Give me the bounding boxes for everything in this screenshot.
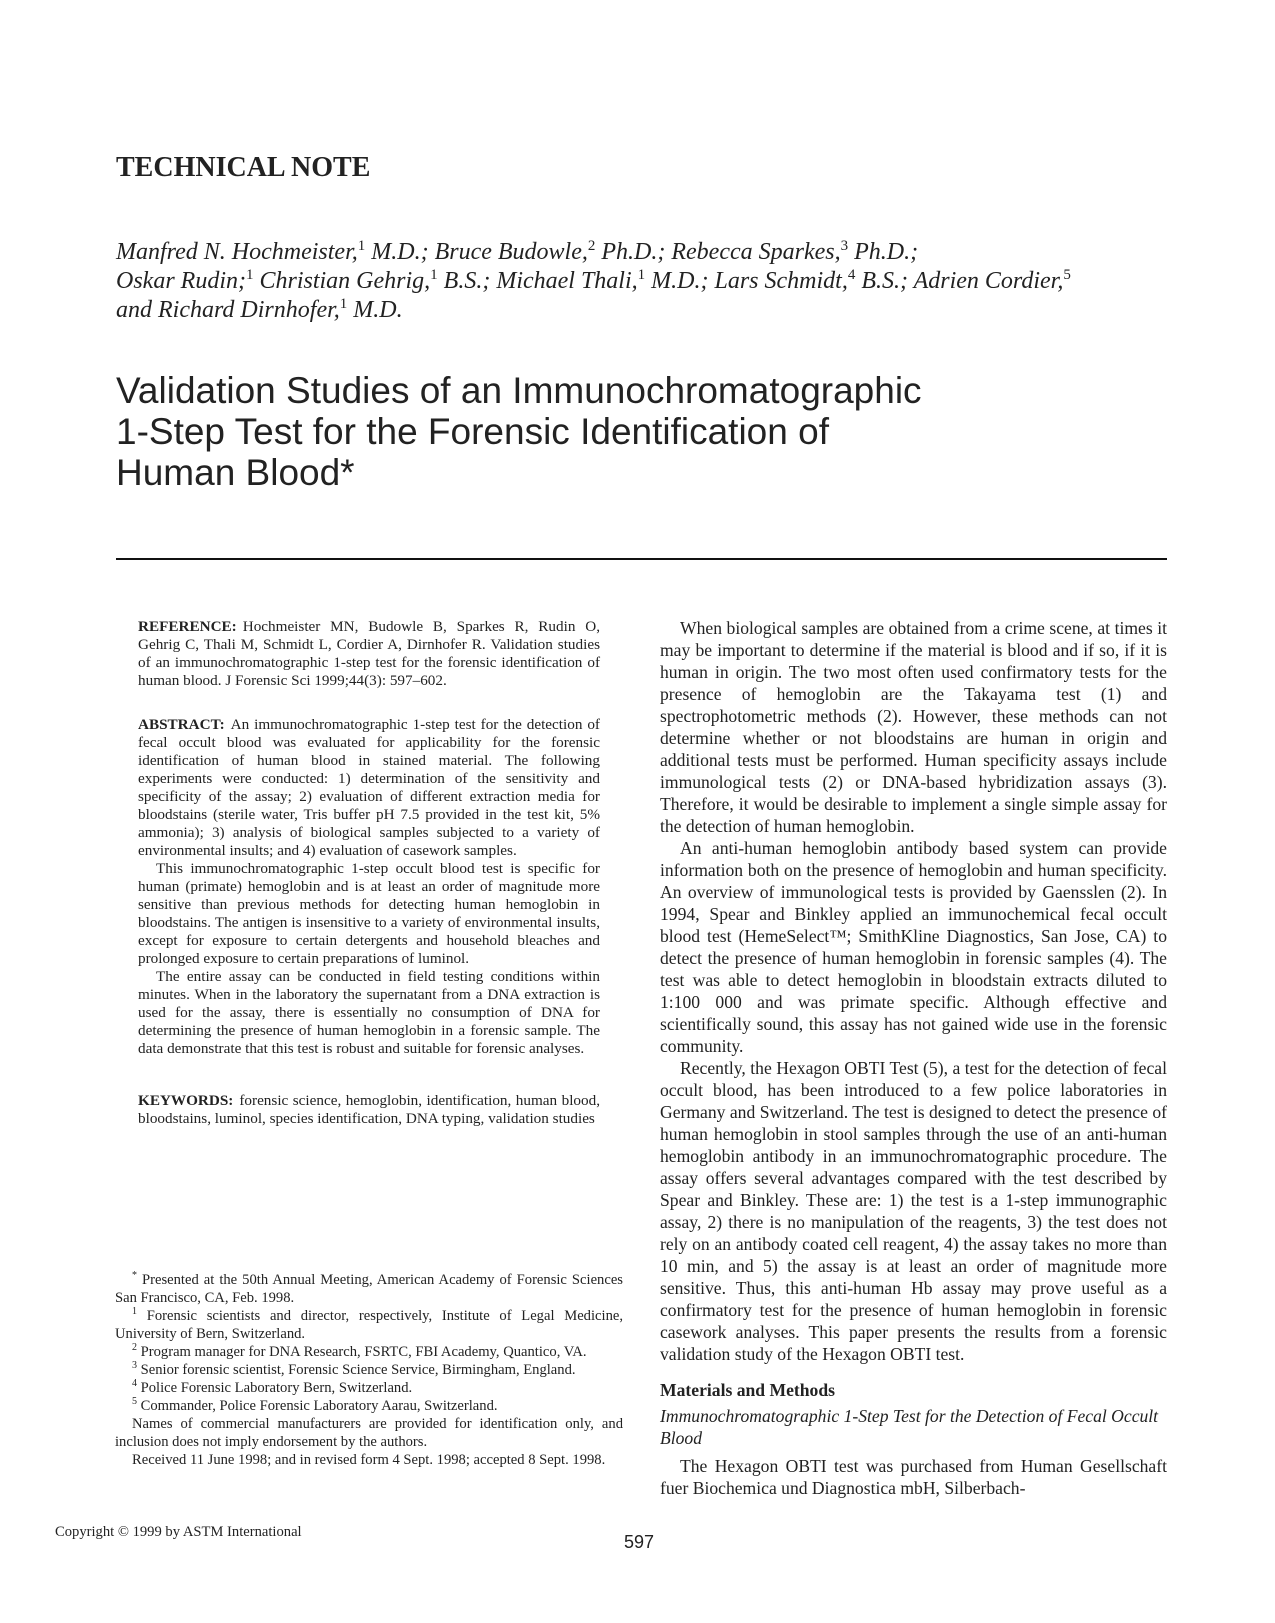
abstract-block: ABSTRACT: An immunochromatographic 1-step test for the detection of fecal occult blood was evaluated for applicability for the forensic identification of human blood in stained material. The following experiments were conducted: 1) determination of the sensitivity and specificity of the assay; 2) evaluation of different extraction media for bloodstains (sterile water, Tris buffer pH 7.5 provided in the test kit, 5% ammonia); 3) analysis of biological samples subjected to a variety of environmental insults; and 4) evaluation of casework samples. xyxy=(138,716,600,859)
footnote: $^2$ Program manager for DNA Research, FSRTC, FBI Academy, Quantico, VA. xyxy=(132,1342,587,1360)
reference-block: REFERENCE: Hochmeister MN, Budowle B, Sparkes R, Rudin O, Gehrig C, Thali M, Schmidt L, Cordier A, Dirnhofer R. Validation studies of an immunochromatographic 1-step test for the forensic identification of human blood. J Forensic Sci 1999;44(3): 597–602. xyxy=(138,618,600,689)
abstract-paragraph: This immunochromatographic 1-step occult blood test is specific for human (primate) hemoglobin and is at least an order of magnitude more sensitive than previous methods for detecting human hemoglobin in bloodstains. The antigen is insensitive to a variety of environmental insults, except for exposure to certain detergents and household bleaches and prolonged exposure to certain preparations of luminol. xyxy=(138,860,600,967)
footnote: * Presented at the 50th Annual Meeting, American Academy of Forensic Sciences San Francisco, CA, Feb. 1998. xyxy=(115,1270,623,1306)
author: Michael Thali,$^1$ M.D.; xyxy=(496,267,715,294)
article-title: Validation Studies of an Immunochromatographic 1-Step Test for the Forensic Identification of Human Blood* xyxy=(116,370,922,493)
author: Adrien Cordier,$^5$ xyxy=(913,267,1071,294)
body-paragraph: Recently, the Hexagon OBTI Test (5), a test for the detection of fecal occult blood, has been introduced to a few police laboratories in Germany and Switzerland. The test is designed to detect the presence of human hemoglobin in stool samples through the use of an anti-human hemoglobin antibody in an immunochromatographic procedure. The assay offers several advantages compared with the test described by Spear and Binkley. These are: 1) the test is a 1-step immunographic assay, 2) there is no manipulation of the reagents, 3) the test does not rely on an antibody coated cell reagent, 4) the assay takes no more than 10 min, and 5) the assay is at least an order of magnitude more sensitive. Thus, this anti-human Hb assay may prove useful as a confirmatory test for the presence of human hemoglobin in forensic casework analyses. This paper presents the results from a forensic validation study of the Hexagon OBTI test. xyxy=(660,1058,1167,1364)
footnote: $^4$ Police Forensic Laboratory Bern, Switzerland. xyxy=(132,1378,413,1396)
author: and Richard Dirnhofer,$^1$ M.D. xyxy=(116,296,403,323)
footnote: $^5$ Commander, Police Forensic Laboratory Aarau, Switzerland. xyxy=(132,1396,498,1414)
body-paragraph: The Hexagon OBTI test was purchased from Human Gesellschaft fuer Biochemica und Diagnostica mbH, Silberbach- xyxy=(660,1456,1167,1498)
article-type-heading: TECHNICAL NOTE xyxy=(116,152,371,183)
author: Christian Gehrig,$^1$ B.S.; xyxy=(259,267,497,294)
footnote: $^1$ Forensic scientists and director, respectively, Institute of Legal Medicine, University of Bern, Switzerland. xyxy=(115,1306,623,1342)
author: Rebecca Sparkes,$^3$ Ph.D.; xyxy=(671,238,919,265)
footnote: Names of commercial manufacturers are provided for identification only, and inclusion does not imply endorsement by the authors. xyxy=(115,1416,623,1450)
author: Manfred N. Hochmeister,$^1$ M.D.; xyxy=(116,238,435,265)
author: Bruce Budowle,$^2$ Ph.D.; xyxy=(434,238,672,265)
footnotes xyxy=(115,1271,623,1469)
abstract-column xyxy=(138,618,600,1128)
subsection-heading: Immunochromatographic 1-Step Test for the Detection of Fecal Occult Blood xyxy=(660,1406,1159,1448)
footnote: Received 11 June 1998; and in revised form 4 Sept. 1998; accepted 8 Sept. 1998. xyxy=(132,1452,606,1468)
page-number: 597 xyxy=(624,1532,655,1552)
author: Oskar Rudin;$^1$ xyxy=(116,267,254,294)
abstract-paragraph: The entire assay can be conducted in field testing conditions within minutes. When in the laboratory the supernatant from a DNA extraction is used for the assay, there is essentially no consumption of DNA for determining the presence of human hemoglobin in a forensic sample. The data demonstrate that this test is robust and suitable for forensic analyses. xyxy=(138,968,600,1057)
body-column xyxy=(660,617,1167,1499)
copyright-notice: Copyright © 1999 by ASTM International xyxy=(55,1524,302,1540)
body-paragraph: When biological samples are obtained from a crime scene, at times it may be important to determine if the material is blood and if so, if it is human in origin. The two most often used confirmatory tests for the presence of hemoglobin are the Takayama test (1) and spectrophotometric methods (2). However, these methods can not determine whether or not bloodstains are human in origin and additional tests must be performed. Human specificity assays include immunological tests (2) or DNA-based hybridization assays (3). Therefore, it would be desirable to implement a single simple assay for the detection of human hemoglobin. xyxy=(660,618,1167,836)
keywords-block: KEYWORDS: forensic science, hemoglobin, identification, human blood, bloodstains, luminol, species identification, DNA typing, validation studies xyxy=(138,1092,600,1127)
author-list xyxy=(116,238,1176,325)
author: Lars Schmidt,$^4$ B.S.; xyxy=(714,267,914,294)
footnote: $^3$ Senior forensic scientist, Forensic Science Service, Birmingham, England. xyxy=(132,1360,576,1378)
title-divider xyxy=(116,558,1167,560)
section-heading: Materials and Methods xyxy=(660,1380,835,1400)
body-paragraph: An anti-human hemoglobin antibody based system can provide information both on the presence of hemoglobin and human specificity. An overview of immunological tests is provided by Gaensslen (2). In 1994, Spear and Binkley applied an immunochemical fecal occult blood test (HemeSelect™; SmithKline Diagnostics, San Jose, CA) to detect the presence of human hemoglobin in forensic samples (4). The test was able to detect hemoglobin in bloodstain extracts diluted to 1:100 000 and was primate specific. Although effective and scientifically sound, this assay has not gained wide use in the forensic community. xyxy=(660,838,1167,1056)
